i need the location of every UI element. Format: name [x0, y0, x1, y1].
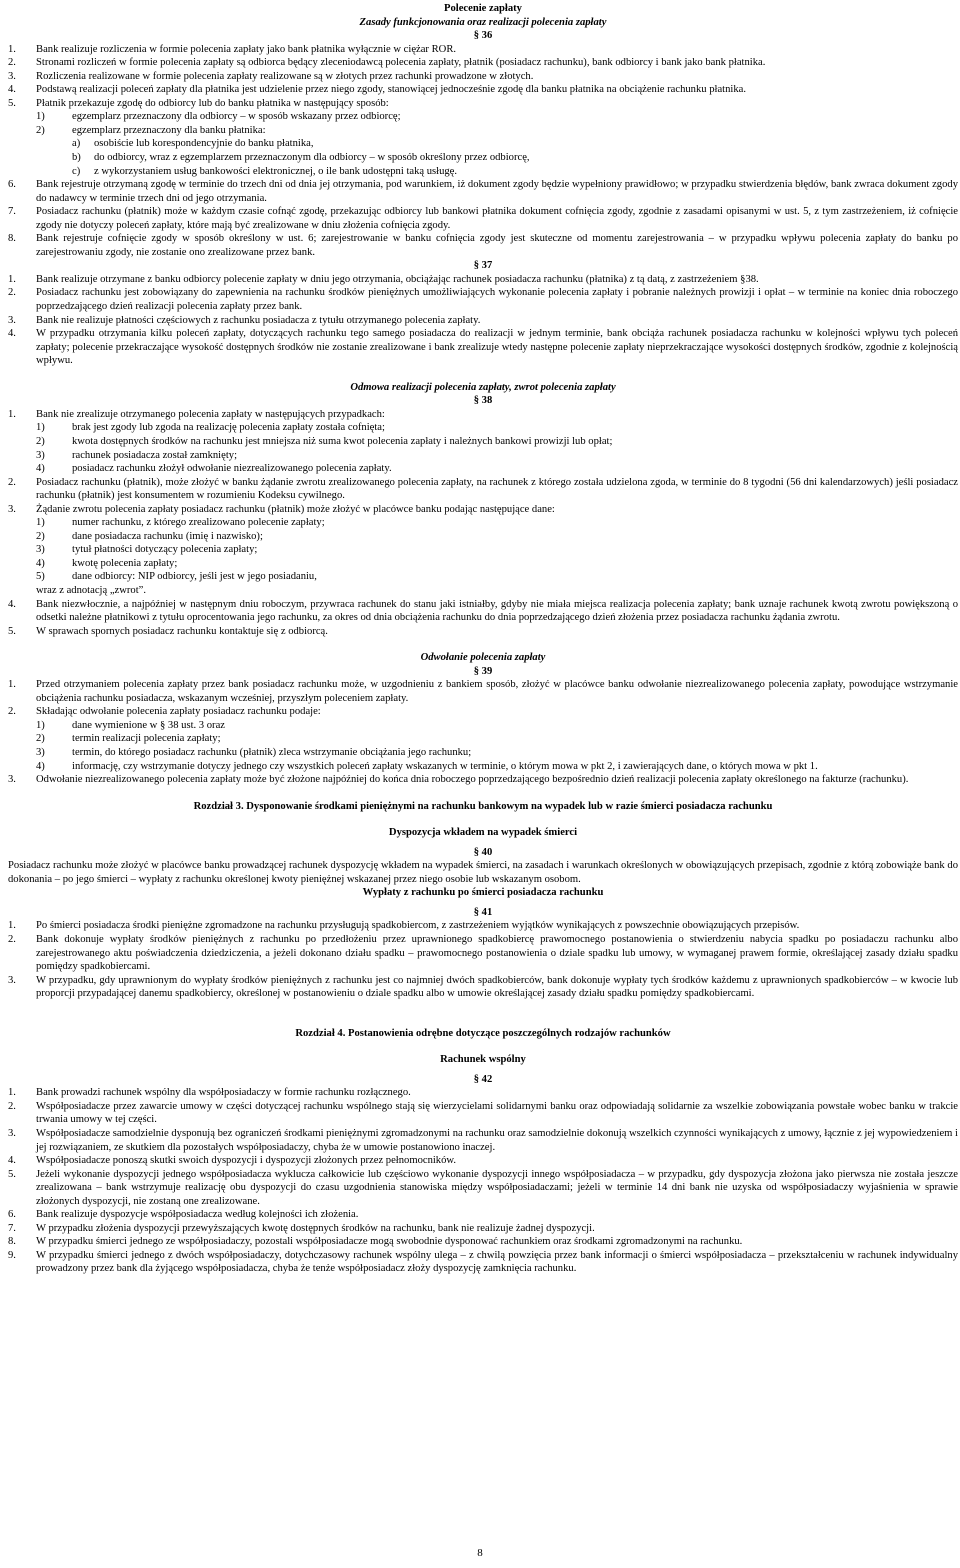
item-number: 8. [8, 1236, 16, 1248]
item-number: 4) [36, 760, 45, 772]
numbered-item [8, 1100, 958, 1127]
item-number: 1. [8, 408, 16, 420]
sub-item [36, 110, 958, 124]
paragraph-36: § 36 [473, 30, 493, 42]
item-list [8, 919, 958, 1000]
paragraph-37: § 37 [473, 260, 493, 272]
sub-item [36, 760, 958, 774]
item-list [8, 110, 958, 137]
sub-item [36, 421, 958, 435]
item-number: 5. [8, 1168, 16, 1180]
item-text: Po śmierci posiadacza środki pieniężne zgromadzone na rachunku przysługują spadkobiercom, z zastrzeżeniem wyjątków wynikających z powszechnie obowiązujących przepisów. [36, 920, 800, 932]
numbered-item [8, 1154, 958, 1168]
item-text: Przed otrzymaniem polecenia zapłaty przez bank posiadacz rachunku może, w uzgodnieniu z bankiem sposób, złożyć w placówce banku odwołanie niezrealizowanego polecenia zapłaty, powodujące wstrzymanie obciążenia rachunku posiadacza, wskazanym wcześniej, przyszłym poleceniem zapłaty. [36, 679, 958, 704]
sub-item [36, 543, 958, 557]
subheading-dyspozycja: Dyspozycja wkładem na wypadek śmierci [388, 827, 578, 839]
item-text: Posiadacz rachunku (płatnik), może złożyć w banku żądanie zwrotu zrealizowanego polecenia zapłaty, na rachunek z którego została udzielona zgoda, w terminie do 8 tygodni (56 dni kalendarzowych) jeśli posiadacz rachunku (płatnik) jest konsumentem w rozumieniu Kodeksu cywilnego. [36, 476, 958, 502]
item-number: 2) [36, 530, 45, 542]
item-number: 2. [8, 57, 16, 69]
item-number: 3. [8, 774, 16, 786]
sub-item [72, 151, 958, 165]
item-number: 1. [8, 1087, 16, 1099]
item-number: 2) [36, 733, 45, 745]
paragraph-39: § 39 [473, 665, 493, 677]
item-list [8, 178, 958, 259]
item-number: 6. [8, 179, 16, 191]
paragraph-42: § 42 [473, 1073, 493, 1085]
item-number: 1. [8, 43, 16, 55]
document-title: Polecenie zapłaty [444, 3, 522, 14]
sub-item [36, 516, 958, 530]
sub-item [36, 746, 958, 760]
item-text: dane odbiorcy: NIP odbiorcy, jeśli jest w jego posiadaniu, [72, 571, 317, 583]
item-text: Bank realizuje otrzymane z banku odbiorcy polecenie zapłaty w dniu jego otrzymania, obciążając rachunek posiadacza rachunku (płatnika) z tą datą, z zastrzeżeniem §38. [36, 273, 759, 285]
numbered-item [8, 625, 958, 639]
item-wrapper [8, 773, 958, 787]
numbered-item [8, 83, 958, 97]
item-text: Bank dokonuje wypłaty środków pieniężnych z rachunku po przedłożeniu przez uprawnionego spadkobiercę prawomocnego postanowienia o stwierdzeniu nabycia spadku po posiadaczu rachunku albo zarejestrowanego aktu poświadczenia dziedziczenia, a jeżeli dokonano działu spadku – prawomocnego postanowienia o dziale spadku lub umowy, w wymaganej prawem formie, określającej zasady działu spadku pomiędzy spadkobiercami. [36, 934, 958, 973]
sub-item [36, 462, 958, 476]
item-text: posiadacz rachunku złożył odwołanie niezrealizowanego polecenia zapłaty. [72, 463, 392, 475]
item-text: do odbiorcy, wraz z egzemplarzem przeznaczonym dla odbiorcy – w sposób określony przez odbiorcę, [94, 152, 530, 164]
page-number: 8 [477, 1547, 483, 1559]
numbered-item [8, 1168, 958, 1209]
section-heading-odwolanie: Odwołanie polecenia zapłaty [420, 652, 546, 664]
item-number: 8. [8, 233, 16, 245]
item-number: 7. [8, 1222, 16, 1234]
item-number: 2. [8, 1100, 16, 1112]
numbered-item [8, 678, 958, 705]
numbered-item [8, 327, 958, 368]
item-text: numer rachunku, z którego zrealizowano polecenie zapłaty; [72, 517, 325, 529]
numbered-item [8, 97, 958, 111]
item-text: dane posiadacza rachunku (imię i nazwisko); [72, 530, 263, 542]
item-text: rachunek posiadacza został zamknięty; [72, 449, 238, 461]
paragraph-38: § 38 [473, 395, 493, 407]
item-text: osobiście lub korespondencyjnie do banku płatnika, [94, 138, 314, 150]
numbered-item [8, 70, 958, 84]
item-number: b) [72, 152, 81, 164]
numbered-item [8, 1208, 958, 1222]
item-text: egzemplarz przeznaczony dla odbiorcy – w sposób wskazany przez odbiorcę; [72, 111, 401, 123]
sub-item [36, 435, 958, 449]
item-wrapper [8, 678, 958, 705]
item-number: 3) [36, 544, 45, 556]
numbered-item [8, 205, 958, 232]
item-text: kwotę polecenia zapłaty; [72, 557, 178, 569]
item-number: 2) [36, 124, 45, 136]
item-text: informację, czy wstrzymanie dotyczy jednego czy wszystkich poleceń zapłaty wskazanych w terminie, o którym mowa w pkt 2, i zawierających dane, o których mowa w pkt 1. [72, 760, 818, 772]
item-number: 5) [36, 571, 45, 583]
subheading-rachunek-wspolny: Rachunek wspólny [440, 1054, 526, 1066]
numbered-item [8, 56, 958, 70]
sub-item [72, 165, 958, 179]
item-number: 3) [36, 449, 45, 461]
item-wrapper [8, 503, 958, 517]
numbered-item [8, 933, 958, 974]
item-number: 2. [8, 706, 16, 718]
item-text: Stronami rozliczeń w formie polecenia zapłaty są odbiorca będący zleceniodawcą polecenia zapłaty, płatnik (posiadacz rachunku), bank odbiorcy i bank jako bank płatnika. [36, 57, 766, 69]
numbered-item [8, 919, 958, 933]
sub-item [36, 557, 958, 571]
item-number: 4) [36, 557, 45, 569]
item-number: 1. [8, 679, 16, 691]
sub-item [36, 530, 958, 544]
item-text: Bank prowadzi rachunek wspólny dla współposiadaczy w formie rachunku rozłącznego. [36, 1087, 411, 1099]
numbered-item [8, 1086, 958, 1100]
item-text: Bank rejestruje otrzymaną zgodę w terminie do trzech dni od dnia jej otrzymania, pod warunkiem, iż dokument zgody będzie wypełniony prawidłowo; w przypadku stwierdzenia błędów, bank zwraca dokument zgody do nadawcy w terminie trzech dni od jego otrzymania. [36, 179, 958, 204]
item-number: 2. [8, 476, 16, 488]
item-number: 3. [8, 314, 16, 326]
item-text: Współposiadacze samodzielnie dysponują bez ograniczeń środkami pieniężnymi zgromadzonymi na rachunku oraz samodzielnie dokonują wszelkich czynności wynikających z umowy, łącznie z jej wypowiedzeniem i jej rozwiązaniem, ze skutkiem dla pozostałych współposiadaczy, chyba że w umowie postanowiono inaczej. [36, 1128, 958, 1153]
item-number: 4. [8, 598, 16, 610]
item-text: egzemplarz przeznaczony dla banku płatnika: [72, 124, 266, 136]
item-number: 9. [8, 1249, 16, 1261]
item-text: Rozliczenia realizowane w formie polecenia zapłaty realizowane są w złotych przez rachunki prowadzone w złotych. [36, 70, 534, 82]
item-list [8, 516, 958, 584]
sub-item [72, 137, 958, 151]
numbered-item [8, 1249, 958, 1276]
item-wrapper [8, 408, 958, 422]
item-list [8, 719, 958, 773]
item-number: 4. [8, 84, 16, 96]
subheading-wyplaty: Wypłaty z rachunku po śmierci posiadacza rachunku [362, 887, 604, 899]
sub-item [36, 449, 958, 463]
numbered-item [8, 314, 958, 328]
item-number: 3) [36, 746, 45, 758]
sub-item [36, 124, 958, 138]
numbered-item [8, 232, 958, 259]
document-page [8, 2, 958, 1276]
item-text: Bank realizuje rozliczenia w formie polecenia zapłaty jako bank płatnika wyłącznie w ciężar ROR. [36, 43, 457, 55]
adnotacja-text: wraz z adnotacją „zwrot”. [36, 584, 146, 596]
item-text: Bank rejestruje cofnięcie zgody w sposób określony w ust. 6; zarejestrowanie w banku cofnięcia zgody jest skuteczne od momentu zarejestrowania – w przypadku wpływu polecenia zapłaty do banku po zarejestrowaniu zgody, nie zostanie ono zrealizowane przez bank. [36, 233, 958, 258]
chapter-4-heading: Rozdział 4. Postanowienia odrębne dotyczące poszczególnych rodzajów rachunków [295, 1027, 671, 1039]
item-text: Bank nie zrealizuje otrzymanego polecenia zapłaty w następujących przypadkach: [36, 408, 385, 420]
numbered-item [8, 286, 958, 313]
paragraph-40-text: Posiadacz rachunku może złożyć w placówce banku prowadzącej rachunek dyspozycję wkładem na wypadek śmierci, na zasadach i warunkach określonych w obowiązujących przepisach, zgodnie z którą zobowiąże bank do dokonania – po jego śmierci – wypłaty z rachunku określonej kwoty pieniężnej wskazanej przez niego osobie lub wskazanym osobom. [8, 860, 958, 885]
numbered-item [8, 974, 958, 1001]
item-number: 1) [36, 422, 45, 434]
item-text: Żądanie zwrotu polecenia zapłaty posiadacz rachunku (płatnik) może złożyć w placówce banku podając następujące dane: [36, 503, 555, 515]
item-number: 1) [36, 719, 45, 731]
chapter-3-heading: Rozdział 3. Dysponowanie środkami pieniężnymi na rachunku bankowym na wypadek lub w razie śmierci posiadacza rachunku [193, 800, 773, 812]
numbered-item [8, 43, 958, 57]
item-text: kwota dostępnych środków na rachunku jest mniejsza niż suma kwot polecenia zapłaty i należnych bankowi prowizji lub opłat; [72, 435, 613, 447]
item-list [8, 43, 958, 111]
item-text: W przypadku śmierci jednego ze współposiadaczy, pozostali współposiadacze mogą swobodnie dysponować rachunkiem oraz środkami zgromadzonymi na rachunku. [36, 1236, 743, 1248]
section-heading-zasady: Zasady funkcjonowania oraz realizacji polecenia zapłaty [359, 16, 607, 28]
item-list [8, 137, 958, 178]
numbered-item [8, 1235, 958, 1249]
item-text: Płatnik przekazuje zgodę do odbiorcy lub do banku płatnika w następujący sposób: [36, 97, 389, 109]
item-text: z wykorzystaniem usług bankowości elektronicznej, o ile bank udostępni taką usługę. [94, 165, 458, 177]
numbered-item [8, 1127, 958, 1154]
item-text: Bank niezwłocznie, a najpóźniej w następnym dniu roboczym, przywraca rachunek do stanu jaki istniałby, gdyby nie miała miejsca realizacja polecenia zapłaty; bank uznaje rachunek kwotą zwrotu powiększoną o odsetki należne płatnikowi z tytułu oprocentowania jego rachunku, za okres od dnia obciążenia rachunku do dnia poprzedzającego dzień złożenia przez posiadacza rachunku żądania zwrotu. [36, 598, 958, 624]
item-number: c) [72, 165, 81, 177]
item-text: dane wymienione w § 38 ust. 3 oraz [72, 719, 225, 731]
section-heading-odmowa: Odmowa realizacji polecenia zapłaty, zwrot polecenia zapłaty [350, 381, 616, 393]
item-text: W przypadku złożenia dyspozycji przewyższających kwotę dostępnych środków na rachunku, bank nie realizuje żadnej dyspozycji. [36, 1222, 595, 1234]
sub-item [36, 570, 958, 584]
numbered-item [8, 773, 958, 787]
item-list [8, 273, 958, 368]
numbered-item [8, 1222, 958, 1236]
item-number: 3. [8, 974, 16, 986]
numbered-item [8, 178, 958, 205]
item-list [8, 421, 958, 475]
numbered-item [8, 598, 958, 625]
item-number: 6. [8, 1209, 16, 1221]
item-text: Jeżeli wykonanie dyspozycji jednego współposiadacza wyklucza całkowicie lub częściowo wykonanie dyspozycji innego współposiadacza – w przypadku, gdy dyspozycja złożona jako pierwsza nie została jeszcze zrealizowana – bank wstrzymuje realizację obu dyspozycji do czasu uzgodnienia stanowiska między współposiadaczami; jeżeli w terminie 14 dni bank nie uzyska od współposiadaczy wyjaśnienia w sprawie złożonych dyspozycji, nie zostaną one zrealizowane. [36, 1168, 958, 1207]
item-number: 5. [8, 625, 16, 637]
item-list [8, 598, 958, 639]
item-text: Składając odwołanie polecenia zapłaty posiadacz rachunku podaje: [36, 706, 321, 718]
item-number: 3. [8, 1128, 16, 1140]
item-text: tytuł płatności dotyczący polecenia zapłaty; [72, 544, 258, 556]
item-number: 2) [36, 435, 45, 447]
numbered-item [8, 705, 958, 719]
item-number: 1) [36, 111, 45, 123]
sub-item [36, 732, 958, 746]
numbered-item [8, 503, 958, 517]
item-text: W sprawach spornych posiadacz rachunku kontaktuje się z odbiorcą. [36, 625, 328, 637]
paragraph-41: § 41 [473, 906, 493, 918]
item-number: 1. [8, 273, 16, 285]
item-number: 4. [8, 1155, 16, 1167]
item-number: 1. [8, 920, 16, 932]
item-text: W przypadku otrzymania kilku poleceń zapłaty, dotyczących rachunku tego samego posiadacza do realizacji w jednym terminie, bank obciąża rachunek posiadacza rachunku w kolejności wpływu tych poleceń zapłaty; polecenie przekraczające wysokość dostępnych środków nie zostanie zrealizowane i bank zrealizuje wtedy następne polecenie zapłaty nieprzekraczające wysokości dostępnych środków, zgodnie z kolejnością wpływu. [36, 328, 958, 367]
item-number: a) [72, 138, 81, 150]
item-text: W przypadku śmierci jednego z dwóch współposiadaczy, dotychczasowy rachunek wspólny ulega – z chwilą powzięcia przez bank informacji o śmierci współposiadacza – przekształceniu w rachunek indywidualny prowadzony przez bank dla żyjącego współposiadacza, chyba że tenże współposiadacz złoży dyspozycję zamknięcia rachunku. [36, 1249, 958, 1275]
item-wrapper [8, 705, 958, 719]
item-text: Bank realizuje dyspozycje współposiadacza według kolejności ich złożenia. [36, 1209, 359, 1221]
paragraph-40: § 40 [473, 846, 493, 858]
item-number: 1) [36, 517, 45, 529]
item-number: 7. [8, 206, 16, 218]
item-text: termin realizacji polecenia zapłaty; [72, 733, 221, 745]
item-number: 2. [8, 934, 16, 945]
numbered-item [8, 273, 958, 287]
item-number: 3. [8, 70, 16, 82]
item-number: 4) [36, 463, 45, 475]
item-text: termin, do którego posiadacz rachunku (płatnik) zleca wstrzymanie obciążania jego rachunku; [72, 746, 472, 758]
item-wrapper [8, 476, 958, 503]
item-number: 5. [8, 97, 16, 109]
item-number: 3. [8, 503, 16, 515]
item-text: Bank nie realizuje płatności częściowych z rachunku posiadacza z tytułu otrzymanego polecenia zapłaty. [36, 314, 481, 326]
item-text: Posiadacz rachunku (płatnik) może w każdym czasie cofnąć zgodę, przekazując odbiorcy lub bankowi płatnika dokument cofnięcia zgody, zgodnie z zasadami opisanymi w ust. 5, z tym zastrzeżeniem, iż cofnięcie zgody nie dotyczy poleceń zapłaty, które mają być zrealizowane w dniu złożenia cofnięcia zgody. [36, 206, 958, 231]
item-text: Współposiadacze ponoszą skutki swoich dyspozycji i dyspozycji złożonych przez pełnomocników. [36, 1155, 457, 1167]
item-text: Współposiadacze przez zawarcie umowy w części dotyczącej rachunku wspólnego stają się wierzycielami solidarnymi banku oraz odpowiadają solidarnie za wszelkie zobowiązania powstałe wobec banku w trakcie trwania umowy w tej części. [36, 1100, 958, 1126]
item-number: 2. [8, 287, 16, 299]
item-text: W przypadku, gdy uprawnionym do wypłaty środków pieniężnych z rachunku jest co najmniej dwóch spadkobierców, bank dokonuje wypłaty tych środków każdemu z uprawnionych spadkobierców – w kwocie lub proporcji przypadającej danemu spadkobiercy, określonej w postanowieniu o dziale spadku albo w umowie określającej zasady działu spadku pomiędzy spadkobiercami. [36, 974, 958, 1000]
item-number: 4. [8, 328, 16, 340]
sub-item [36, 719, 958, 733]
numbered-item [8, 408, 958, 422]
item-text: Posiadacz rachunku jest zobowiązany do zapewnienia na rachunku środków pieniężnych umożliwiających wykonanie polecenia zapłaty i pobranie należnych prowizji i opłat – w terminie na koniec dnia roboczego poprzedzającego dzień realizacji polecenia zapłaty przez bank. [36, 287, 958, 313]
numbered-item [8, 476, 958, 503]
item-list [8, 1086, 958, 1276]
item-text: brak jest zgody lub zgoda na realizację polecenia zapłaty została cofnięta; [72, 422, 385, 434]
item-text: Odwołanie niezrealizowanego polecenia zapłaty może być złożone najpóźniej do końca dnia roboczego poprzedzającego bezpośrednio dzień realizacji polecenia zapłaty określonego na fakturze (rachunku). [36, 774, 909, 786]
item-text: Podstawą realizacji poleceń zapłaty dla płatnika jest udzielenie przez niego zgody, stanowiącej jednocześnie zgodę dla banku płatnika na obciążenie rachunku płatnika. [36, 84, 746, 96]
